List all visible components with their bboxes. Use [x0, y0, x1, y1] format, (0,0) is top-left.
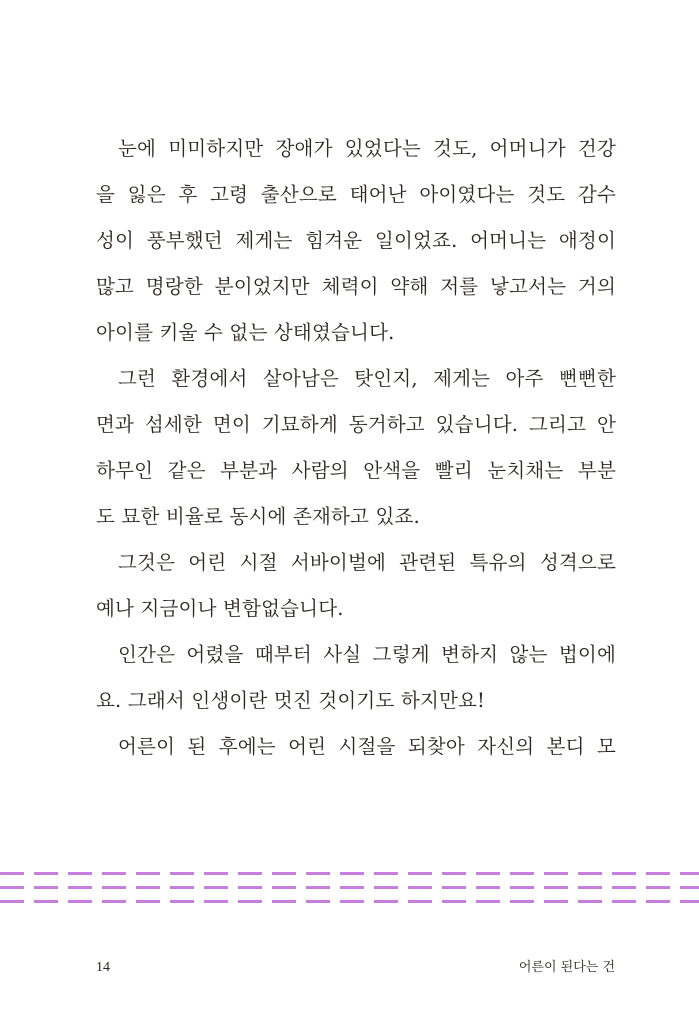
body-text: [96, 126, 616, 770]
running-title: 어른이 된다는 건: [518, 960, 615, 975]
decorative-dashed-rule: [0, 900, 699, 903]
text-line: 인간은 어렸을 때부터 사실 그렇게 변하지 않는 법이에: [118, 643, 616, 666]
text-line: 하무인 같은 부분과 사람의 안색을 빨리 눈치채는 부분: [96, 459, 616, 482]
text-line: 예나 지금이나 변함없습니다.: [96, 597, 344, 620]
decorative-dashed-rule: [0, 872, 699, 875]
text-line: 도 묘한 비율로 동시에 존재하고 있죠.: [96, 505, 420, 528]
decorative-dashed-rule: [0, 886, 699, 889]
text-line: 눈에 미미하지만 장애가 있었다는 것도, 어머니가 건강: [118, 137, 616, 160]
text-line: 많고 명랑한 분이었지만 체력이 약해 저를 낳고서는 거의: [96, 275, 616, 298]
text-line: 어른이 된 후에는 어린 시절을 되찾아 자신의 본디 모: [118, 735, 616, 758]
text-line: 요. 그래서 인생이란 멋진 것이기도 하지만요!: [96, 689, 486, 712]
text-line: 성이 풍부했던 제게는 힘겨운 일이었죠. 어머니는 애정이: [96, 229, 616, 252]
text-line: 그것은 어린 시절 서바이벌에 관련된 특유의 성격으로: [118, 551, 616, 574]
text-line: 아이를 키울 수 없는 상태였습니다.: [96, 321, 395, 344]
page-number: 14: [96, 960, 110, 975]
text-line: 을 잃은 후 고령 출산으로 태어난 아이였다는 것도 감수: [96, 183, 616, 206]
text-line: 그런 환경에서 살아남은 탓인지, 제게는 아주 뻔뻔한: [118, 367, 616, 390]
text-line: 면과 섬세한 면이 기묘하게 동거하고 있습니다. 그리고 안: [96, 413, 616, 436]
